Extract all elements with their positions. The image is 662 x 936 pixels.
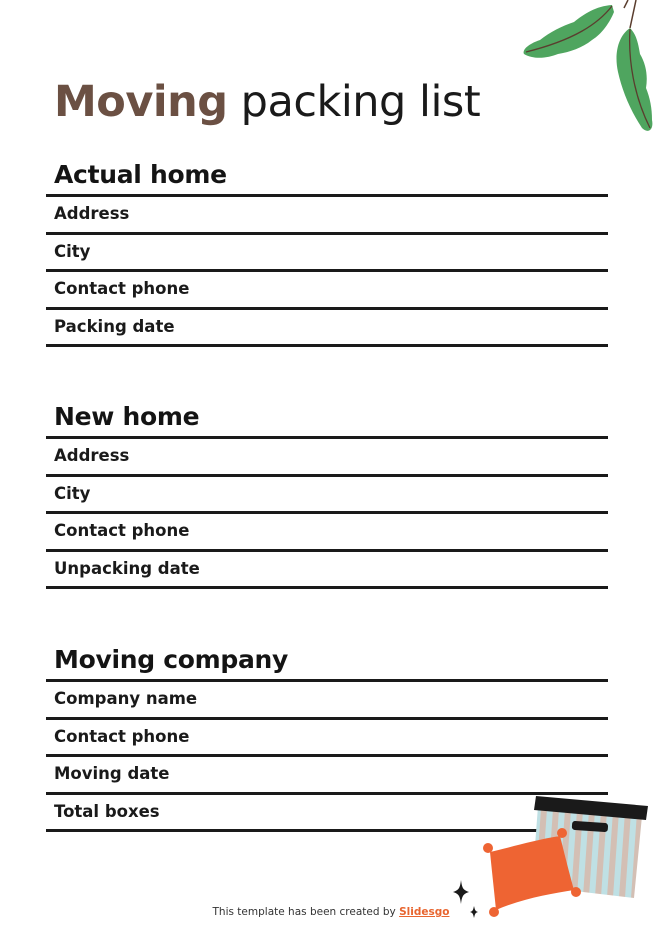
field-address[interactable] <box>46 194 608 232</box>
field-label: Address <box>54 446 130 465</box>
field-contact-phone[interactable] <box>46 511 608 549</box>
field-total-boxes[interactable] <box>46 792 608 833</box>
section-heading: New home <box>54 402 200 431</box>
field-city[interactable] <box>46 232 608 270</box>
field-label: Packing date <box>54 316 175 336</box>
leaves-icon <box>518 0 662 136</box>
field-label: Unpacking date <box>54 558 200 578</box>
field-label: City <box>54 483 91 503</box>
field-label: Contact phone <box>54 521 190 540</box>
title-rest: packing list <box>240 77 481 127</box>
section-new-home <box>46 398 608 589</box>
title-accent-word: Moving <box>54 77 228 127</box>
section-heading: Actual home <box>54 160 227 189</box>
field-contact-phone[interactable] <box>46 269 608 307</box>
section-actual-home <box>46 156 608 347</box>
pillow-icon <box>478 828 582 918</box>
section-heading: Moving company <box>54 645 289 674</box>
field-address[interactable] <box>46 436 608 474</box>
field-label: City <box>54 241 91 261</box>
field-label: Total boxes <box>54 801 160 821</box>
field-label: Company name <box>54 689 198 708</box>
field-moving-date[interactable] <box>46 754 608 792</box>
footer-credit <box>0 906 662 918</box>
field-contact-phone[interactable] <box>46 717 608 755</box>
footer-text: This template has been created by <box>212 906 396 918</box>
field-label: Contact phone <box>54 279 190 298</box>
field-city[interactable] <box>46 474 608 512</box>
slidesgo-link[interactable]: Slidesgo <box>399 906 450 918</box>
page-title <box>54 76 480 128</box>
field-unpacking-date[interactable] <box>46 549 608 590</box>
field-packing-date[interactable] <box>46 307 608 348</box>
section-moving-company <box>46 641 608 832</box>
field-label: Address <box>54 204 130 223</box>
field-label: Contact phone <box>54 726 190 746</box>
field-company-name[interactable] <box>46 679 608 717</box>
field-label: Moving date <box>54 764 170 783</box>
